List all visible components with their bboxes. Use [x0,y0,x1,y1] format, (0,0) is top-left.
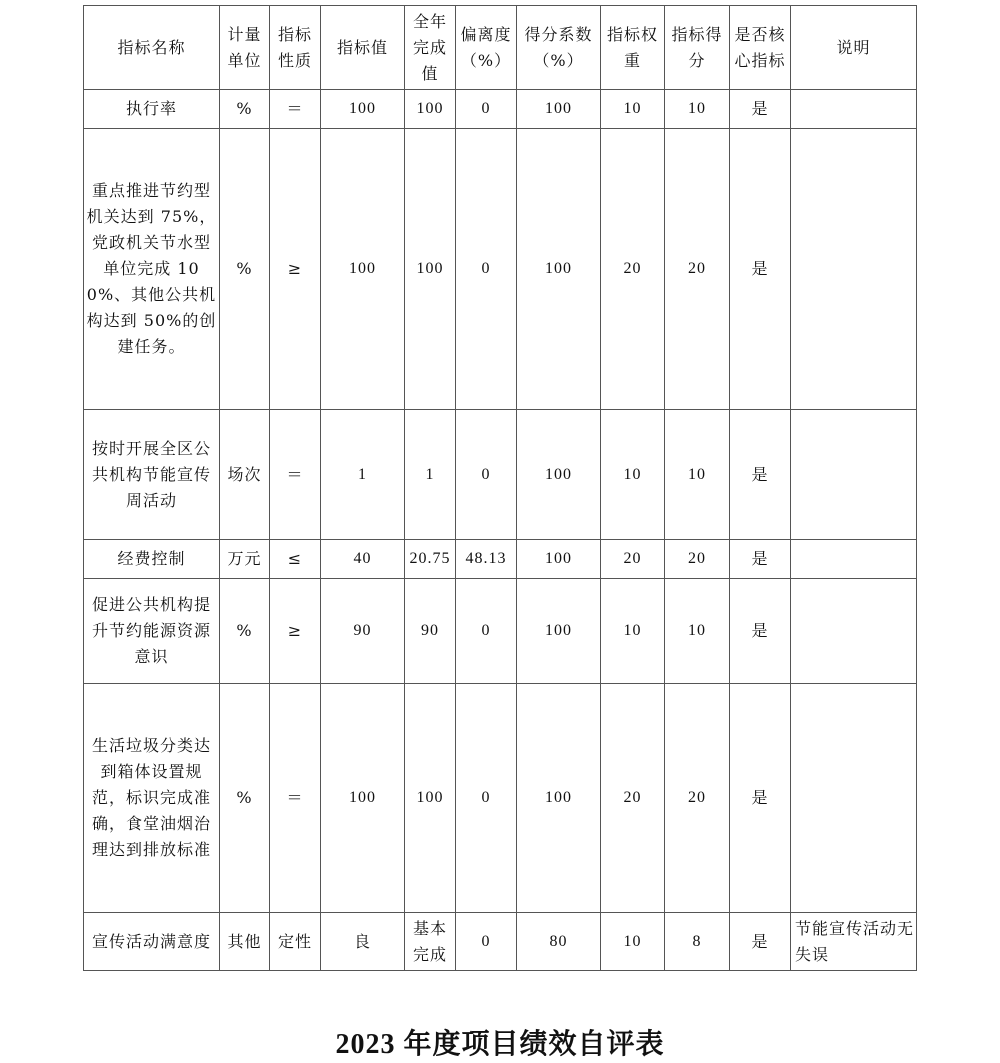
header-is-core: 是否核心指标 [730,6,791,90]
cell-weight: 10 [601,913,665,971]
header-remarks: 说明 [791,6,917,90]
cell-weight: 20 [601,684,665,913]
cell-score-coefficient: 100 [517,579,601,684]
cell-score-coefficient: 100 [517,410,601,540]
cell-annual-completion: 100 [405,684,456,913]
cell-score-coefficient: 100 [517,540,601,579]
header-score-coefficient: 得分系数（%） [517,6,601,90]
table-row [84,913,917,971]
cell-indicator-name: 经费控制 [84,540,220,579]
cell-score: 10 [665,410,730,540]
cell-annual-completion: 90 [405,579,456,684]
cell-unit: % [220,129,270,410]
cell-unit: % [220,579,270,684]
cell-score: 20 [665,684,730,913]
cell-target-value: 1 [321,410,405,540]
header-weight: 指标权重 [601,6,665,90]
cell-is-core: 是 [730,579,791,684]
header-row [84,6,917,90]
cell-unit: 场次 [220,410,270,540]
cell-nature: ≥ [270,129,321,410]
cell-score-coefficient: 100 [517,90,601,129]
cell-remarks [791,579,917,684]
cell-weight: 10 [601,410,665,540]
header-score: 指标得分 [665,6,730,90]
cell-annual-completion: 20.75 [405,540,456,579]
cell-deviation: 0 [456,129,517,410]
cell-unit: % [220,90,270,129]
cell-unit: % [220,684,270,913]
cell-annual-completion: 100 [405,129,456,410]
cell-target-value: 良 [321,913,405,971]
cell-weight: 10 [601,90,665,129]
cell-target-value: 90 [321,579,405,684]
cell-nature: ≥ [270,579,321,684]
cell-deviation: 48.13 [456,540,517,579]
cell-target-value: 100 [321,90,405,129]
cell-annual-completion: 100 [405,90,456,129]
cell-target-value: 100 [321,684,405,913]
table-row [84,684,917,913]
table-row [84,90,917,129]
cell-remarks [791,90,917,129]
cell-score-coefficient: 100 [517,129,601,410]
cell-deviation: 0 [456,579,517,684]
cell-indicator-name: 重点推进节约型机关达到 75%，党政机关节水型单位完成 100%、其他公共机构达到 50%的创建任务。 [84,129,220,410]
cell-deviation: 0 [456,410,517,540]
cell-score: 20 [665,540,730,579]
cell-indicator-name: 执行率 [84,90,220,129]
cell-remarks [791,410,917,540]
cell-unit: 其他 [220,913,270,971]
cell-indicator-name: 宣传活动满意度 [84,913,220,971]
cell-weight: 20 [601,129,665,410]
header-unit: 计量单位 [220,6,270,90]
cell-score: 8 [665,913,730,971]
table-row [84,410,917,540]
header-deviation: 偏离度（%） [456,6,517,90]
cell-is-core: 是 [730,129,791,410]
cell-nature: ＝ [270,90,321,129]
cell-remarks [791,684,917,913]
cell-remarks [791,540,917,579]
cell-nature: ＝ [270,684,321,913]
cell-score: 20 [665,129,730,410]
cell-target-value: 40 [321,540,405,579]
cell-is-core: 是 [730,913,791,971]
header-nature: 指标性质 [270,6,321,90]
cell-indicator-name: 生活垃圾分类达到箱体设置规范，标识完成准确，食堂油烟治理达到排放标准 [84,684,220,913]
cell-unit: 万元 [220,540,270,579]
cell-weight: 20 [601,540,665,579]
header-annual-completion: 全年完成值 [405,6,456,90]
cell-deviation: 0 [456,684,517,913]
cell-deviation: 0 [456,90,517,129]
performance-table [83,5,917,971]
cell-weight: 10 [601,579,665,684]
cell-nature: 定性 [270,913,321,971]
cell-nature: ≤ [270,540,321,579]
cell-score-coefficient: 100 [517,684,601,913]
table-row [84,129,917,410]
page-title: 2023 年度项目绩效自评表 [335,1029,665,1060]
cell-is-core: 是 [730,90,791,129]
cell-remarks: 节能宣传活动无失误 [791,913,917,971]
header-target-value: 指标值 [321,6,405,90]
cell-remarks [791,129,917,410]
cell-indicator-name: 促进公共机构提升节约能源资源意识 [84,579,220,684]
cell-nature: ＝ [270,410,321,540]
cell-deviation: 0 [456,913,517,971]
cell-is-core: 是 [730,540,791,579]
header-indicator-name: 指标名称 [84,6,220,90]
cell-score: 10 [665,90,730,129]
cell-score: 10 [665,579,730,684]
table-row [84,540,917,579]
cell-indicator-name: 按时开展全区公共机构节能宣传周活动 [84,410,220,540]
table-row [84,579,917,684]
cell-is-core: 是 [730,410,791,540]
cell-is-core: 是 [730,684,791,913]
cell-annual-completion: 1 [405,410,456,540]
cell-score-coefficient: 80 [517,913,601,971]
cell-annual-completion: 基本完成 [405,913,456,971]
cell-target-value: 100 [321,129,405,410]
